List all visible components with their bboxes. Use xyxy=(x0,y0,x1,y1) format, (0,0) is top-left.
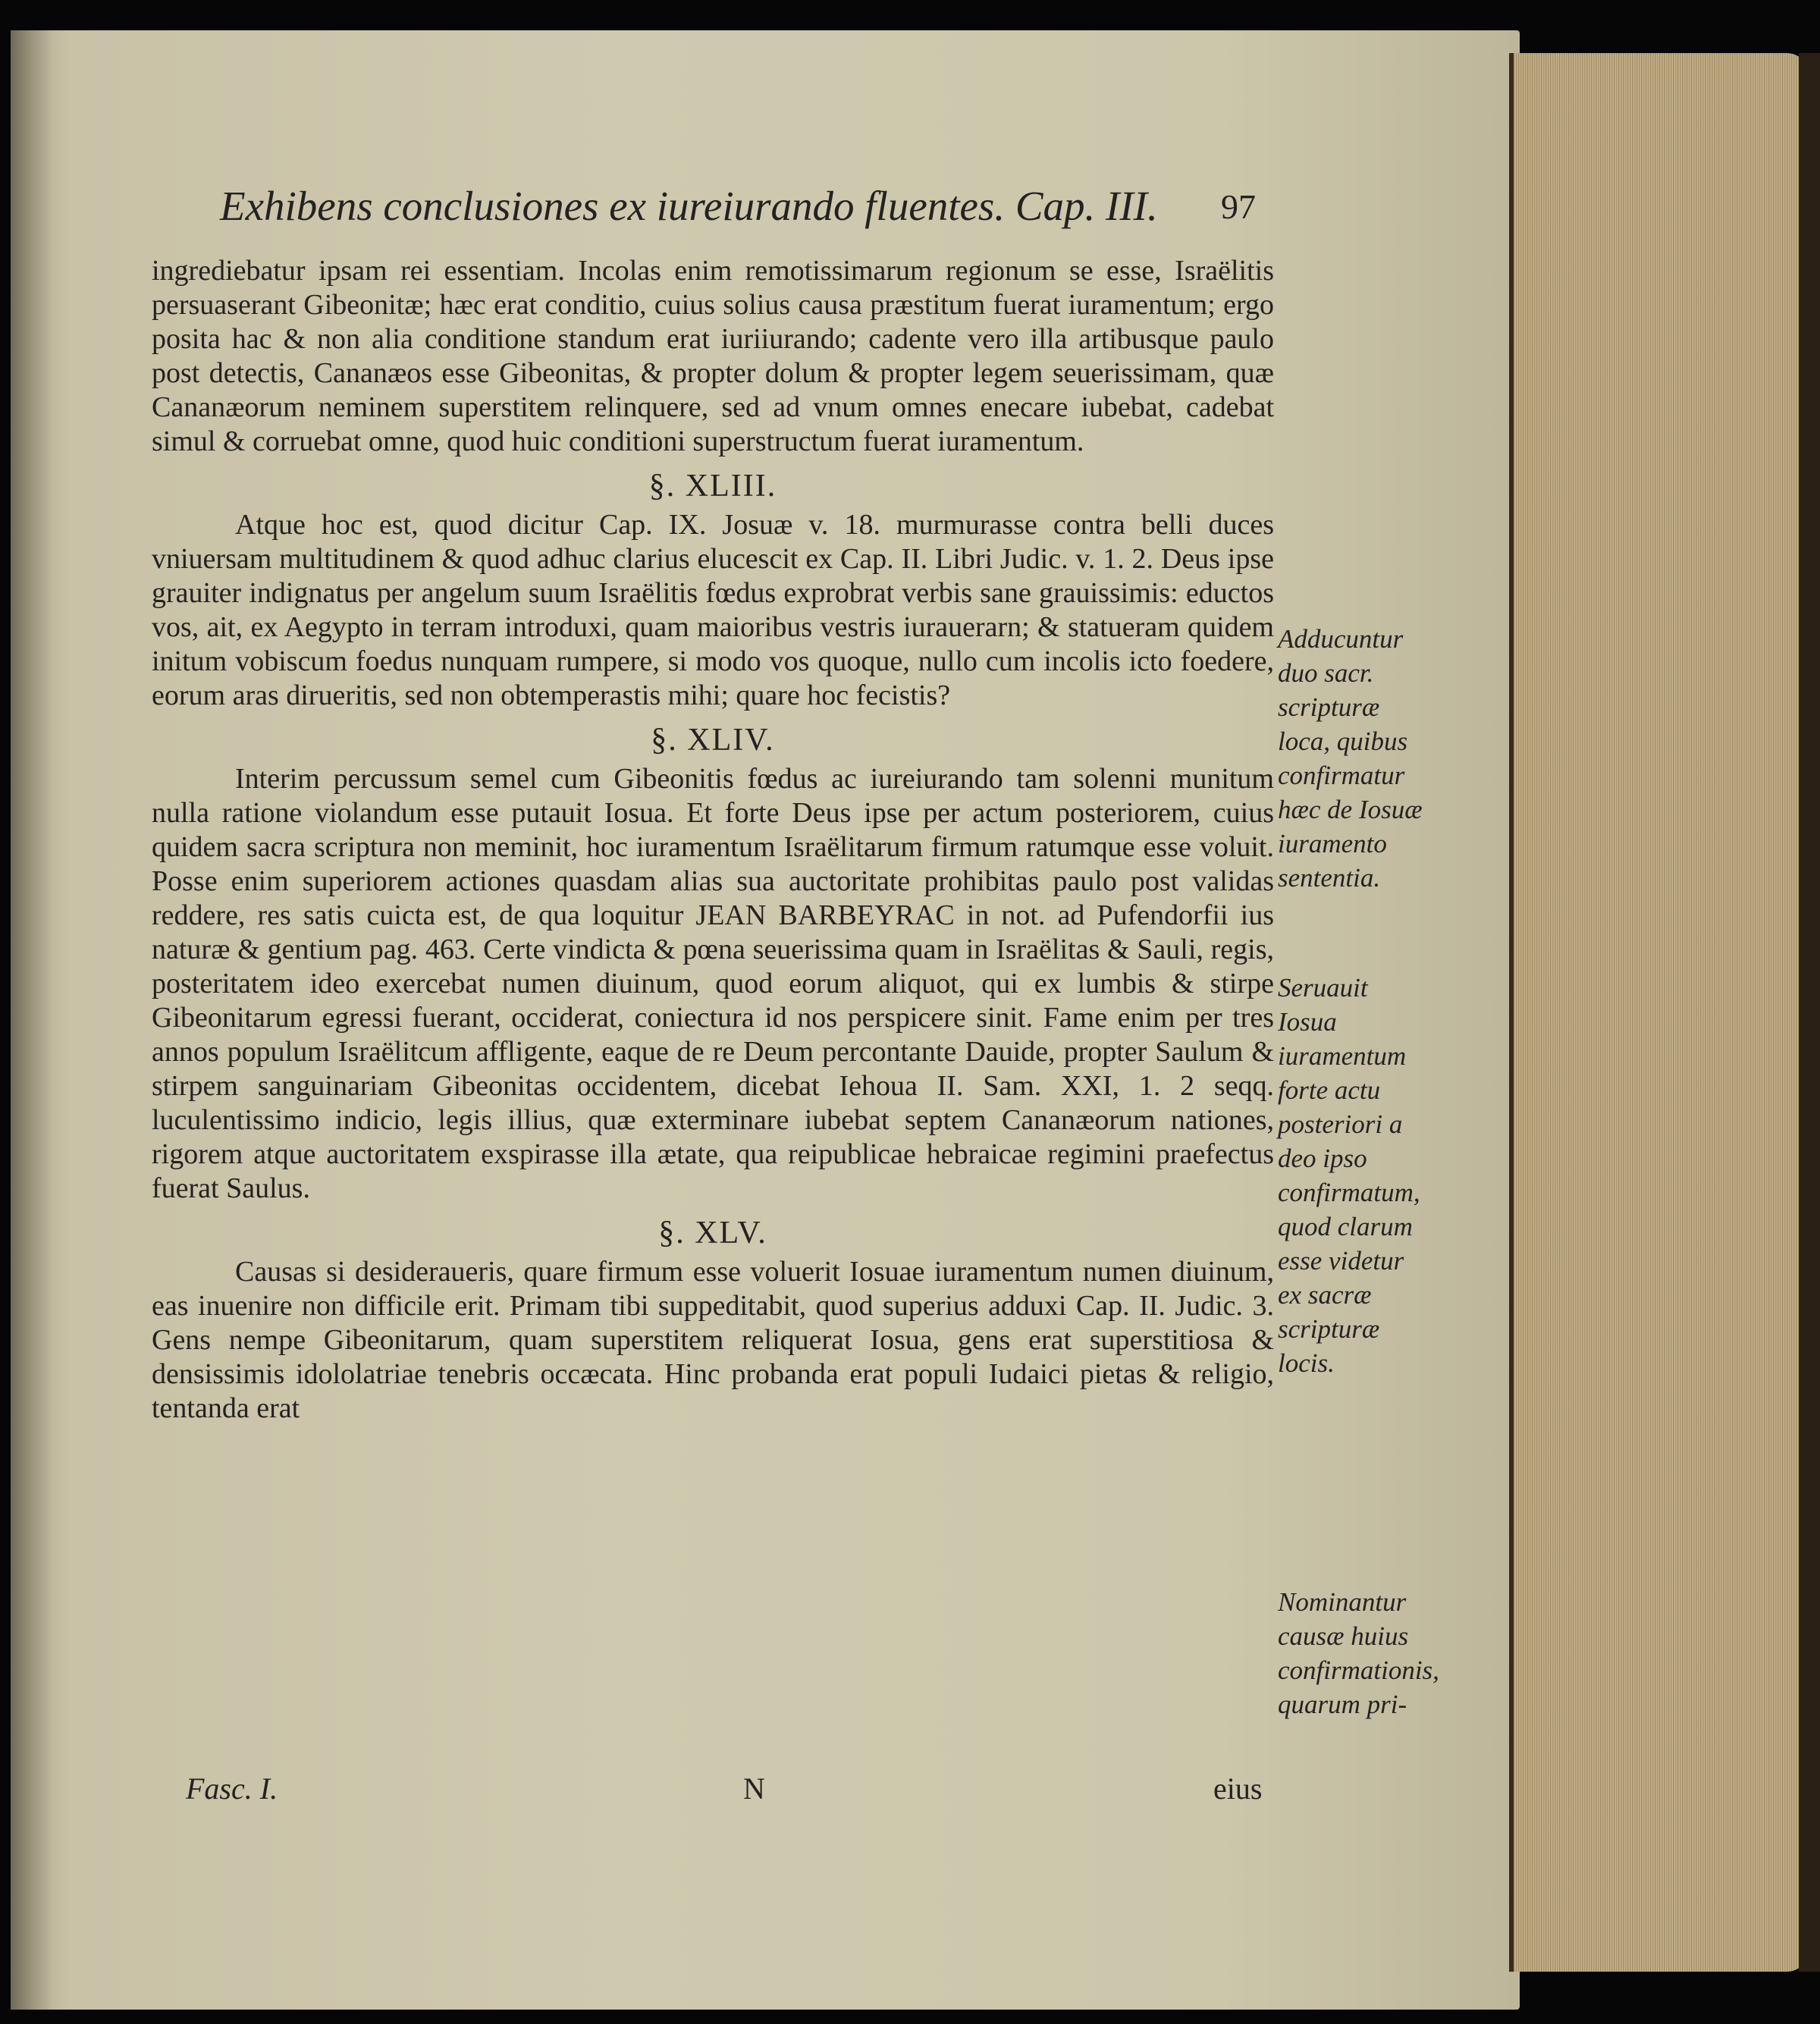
footer-fascicle: Fasc. I. xyxy=(186,1771,278,1806)
running-head-title: Exhibens conclusiones ex iureiurando fluentes. Cap. III. xyxy=(220,183,1158,229)
footer-signature: N xyxy=(743,1771,765,1806)
margin-note-45: Nominantur causæ huius confirmationis, quarum pri- xyxy=(1278,1587,1439,1719)
section-heading-45: §. XLV. xyxy=(658,1216,767,1250)
margin-note-43: Adducuntur duo sacr. scripturæ loca, quibus confirmatur hæc de Iosuæ iuramento sententia. xyxy=(1278,624,1423,893)
footer-catchword: eius xyxy=(1213,1771,1263,1806)
section-44-text: Interim percussum semel cum Gibeonitis fœdus ac iureiurando tam solenni munitum nulla ratione violandum esse putauit Iosua. Et forte Deus ipse per actum posteriorem, cuius quidem sacra scriptura non meminit, hoc iuramentum Israëlitarum firmum ratumque esse voluit. Posse enim superiorem actiones quasdam alias sua auctoritate prohibitas paulo post validas reddere, res satis cuicta est, de qua loquitur JEAN BARBEYRAC in not. ad Pufendorfii ius naturæ & gentium pag. 463. Certe vindicta & pœna seuerissima quam in Israëlitas & Sauli, regis, posteritatem ideo exercebat numen diuinum, quod eorum aliquot, qui ex lumbis & stirpe Gibeonitarum egressi fuerant, occiderat, coniectura id nos perspicere sinit. Fame enim per tres annos populum Israëlitcum affligente, eaque de re Deum percontante Dauide, propter Saulum & stirpem sanguinariam Gibeonitas occidentem, dicebat Iehoua II. Sam. XXI, 1. 2 seqq. luculentissimo indicio, legis illius, quæ exterminare iubebat septem Cananæorum nationes, rigorem atque auctoritatem exspirasse illa ætate, qua reipublicae hebraicae regimini praefectus fuerat Saulus. xyxy=(152,763,1274,1204)
paragraph-continuation: ingrediebatur ipsam rei essentiam. Incolas enim remotissimarum regionum se esse, Israëlitis persuaserant Gibeonitæ; hæc erat conditio, cuius solius causa præstitum fuerat iuramentum; ergo posita hac & non alia conditione standum erat iuriiurando; cadente vero illa artibusque paulo post detectis, Cananæos esse Gibeonitas, & propter dolum & propter legem seuerissimam, quæ Cananæorum neminem superstitem relinquere, sed ad vnum omnes enecare iubebat, cadebat simul & corruebat omne, quod huic conditioni superstructum fuerat iuramentum. xyxy=(152,255,1274,457)
section-heading-44: §. XLIV. xyxy=(651,723,775,758)
running-head xyxy=(220,182,1266,243)
main-text xyxy=(152,254,1274,1426)
book-fore-edge xyxy=(1509,53,1809,1972)
page-number: 97 xyxy=(1221,187,1256,226)
book-cover-edge xyxy=(1799,53,1820,1972)
margin-note-44: Seruauit Iosua iuramentum forte actu posteriori a deo ipso confirmatum, quod clarum esse videtur ex sacræ scripturæ locis. xyxy=(1278,973,1420,1378)
section-45-text: Causas si desideraueris, quare firmum esse voluerit Iosuae iuramentum numen diuinum, eas inuenire non difficile erit. Primam tibi suppeditabit, quod superius adduxi Cap. II. Judic. 3. Gens nempe Gibeonitarum, quam superstitem reliquerat Iosua, gens erat superstitiosa & densissimis idololatriae tenebris occæcata. Hinc probanda erat populi Iudaici pietas & religio, tentanda erat xyxy=(152,1256,1274,1424)
page-gutter-shadow xyxy=(11,30,52,2010)
section-heading-43: §. XLIII. xyxy=(648,469,777,504)
section-43-text: Atque hoc est, quod dicitur Cap. IX. Josuæ v. 18. murmurasse contra belli duces vniuersam multitudinem & quod adhuc clarius elucescit ex Cap. II. Libri Judic. v. 1. 2. Deus ipse grauiter indignatus per angelum suum Israëlitis fœdus exprobrat verbis sane grauissimis: eductos vos, ait, ex Aegypto in terram introduxi, quam maioribus vestris iurauerarn; & statueram quidem initum vobiscum foedus nunquam rumpere, si modo vos quoque, nullo cum incolis icto foedere, eorum aras dirueritis, sed non obtemperastis mihi; quare hoc fecistis? xyxy=(152,509,1274,711)
